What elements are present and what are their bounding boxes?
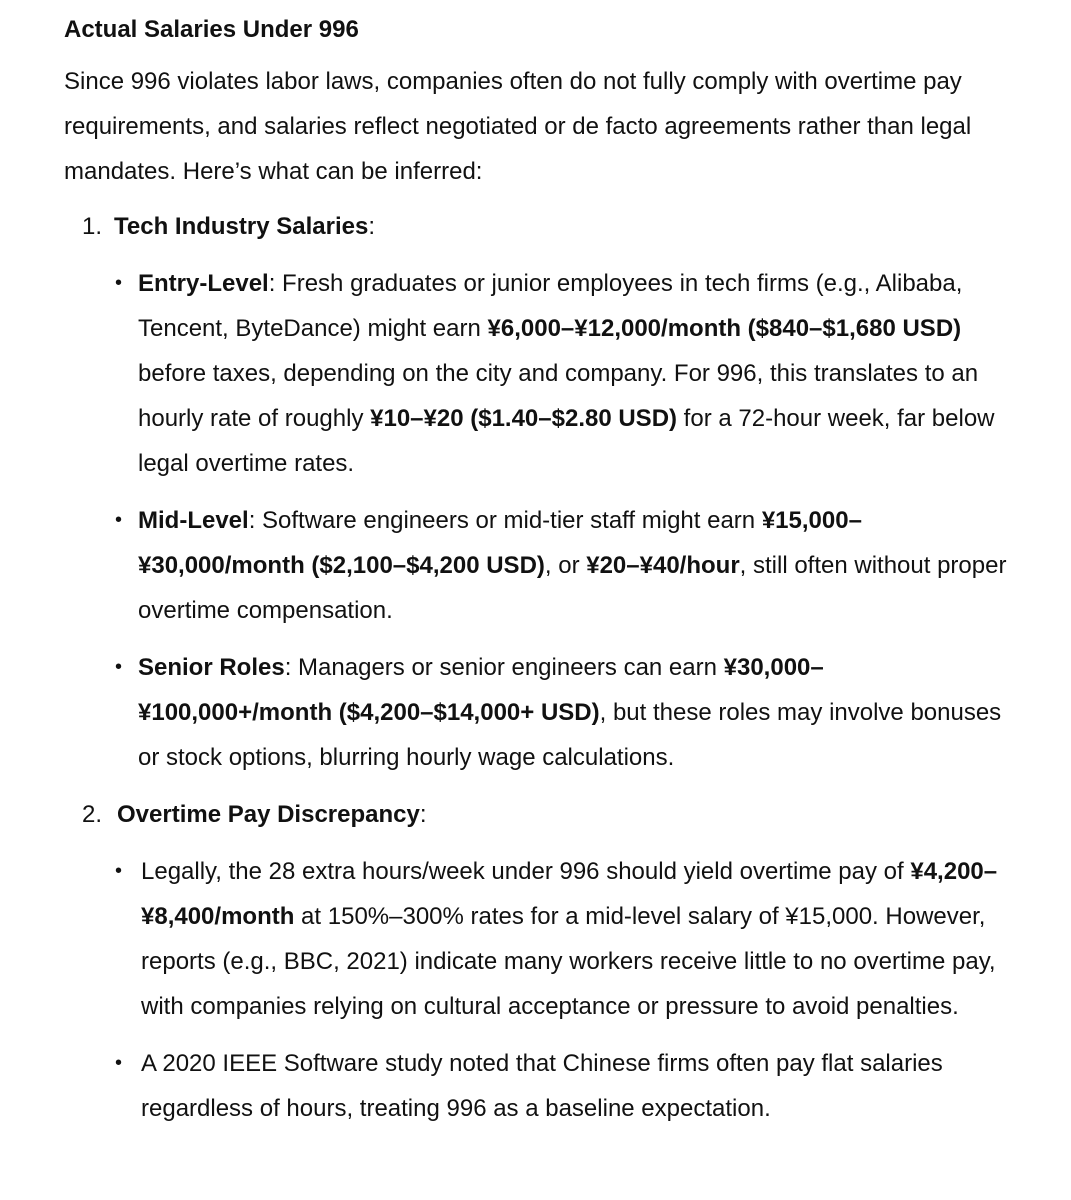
item-text: at 150%–300% rates for a mid-level salary of ¥15,000. However, reports (e.g., BBC, 2021) indicate many workers receive little to no overtime pay, with companies relying on cultural acceptance or pressure to avoid penalties. — [141, 903, 996, 1020]
item-text: , or — [544, 552, 587, 579]
item-text: , but these roles may involve bonuses or stock options, blurring hourly wage calculations. — [138, 699, 1002, 771]
item-text: Legally, the 28 extra hours/week under 996 should yield overtime pay of — [141, 858, 911, 885]
list-item-senior-roles — [114, 645, 1011, 780]
title-colon: : — [368, 213, 375, 240]
item-bold-figure: ¥6,000–¥12,000/month ($840–$1,680 USD) — [487, 315, 962, 342]
list-number: 2. — [82, 801, 103, 828]
bullet-icon: • — [115, 1052, 123, 1074]
section-heading: Actual Salaries Under 996 — [64, 16, 359, 43]
title-colon: : — [419, 801, 427, 828]
item-text: : Software engineers or mid-tier staff might earn — [248, 507, 762, 534]
numbered-item-tech-salaries — [64, 204, 1011, 780]
item-text: before taxes, depending on the city and company. For 996, this translates to an hourly rate of roughly — [138, 360, 979, 432]
item-text: A 2020 IEEE Software study noted that Chinese firms often pay flat salaries regardless of hours, treating 996 as a baseline expectation. — [141, 1050, 943, 1122]
list-number: 1. — [82, 213, 103, 240]
numbered-item-overtime-discrepancy — [64, 792, 1011, 1131]
bullet-icon: • — [115, 509, 123, 531]
bullet-icon: • — [115, 272, 123, 294]
item-bold-figure: ¥30,000–¥100,000+/month ($4,200–$14,000+ USD) — [138, 654, 824, 726]
item-label: Entry-Level — [138, 270, 269, 297]
bullet-list — [114, 261, 1011, 780]
title-bold: Tech Industry Salaries — [114, 213, 369, 240]
intro-paragraph: Since 996 violates labor laws, companies often do not fully comply with overtime pay requirements, and salaries reflect negotiated or de facto agreements rather than legal mandates. Here’s what can be inferred: — [64, 68, 972, 185]
item-bold-figure: ¥10–¥20 ($1.40–$2.80 USD) — [370, 405, 678, 432]
list-item-legal-overtime — [114, 849, 1011, 1029]
numbered-item-title — [114, 204, 1011, 249]
bullet-list — [114, 849, 1011, 1131]
item-bold-figure: ¥15,000–¥30,000/month ($2,100–$4,200 USD) — [138, 507, 862, 579]
item-label: Senior Roles — [138, 654, 285, 681]
item-label: Mid-Level — [138, 507, 249, 534]
item-bold-figure: ¥4,200–¥8,400/month — [141, 858, 998, 930]
numbered-item-title — [117, 792, 1011, 837]
bullet-icon: • — [115, 860, 123, 882]
item-text: for a 72-hour week, far below legal overtime rates. — [138, 405, 995, 477]
list-item-ieee-study — [114, 1041, 1011, 1131]
bullet-icon: • — [115, 656, 123, 678]
list-item-mid-level — [114, 498, 1011, 633]
item-bold-figure: ¥20–¥40/hour — [586, 552, 740, 579]
item-text: , still often without proper overtime compensation. — [138, 552, 1007, 624]
numbered-list — [64, 204, 1011, 1131]
title-bold: Overtime Pay Discrepancy — [117, 801, 420, 828]
item-text: : Fresh graduates or junior employees in tech firms (e.g., Alibaba, Tencent, ByteDance) might earn — [138, 270, 963, 342]
item-text: : Managers or senior engineers can earn — [284, 654, 724, 681]
list-item-entry-level — [114, 261, 1011, 486]
